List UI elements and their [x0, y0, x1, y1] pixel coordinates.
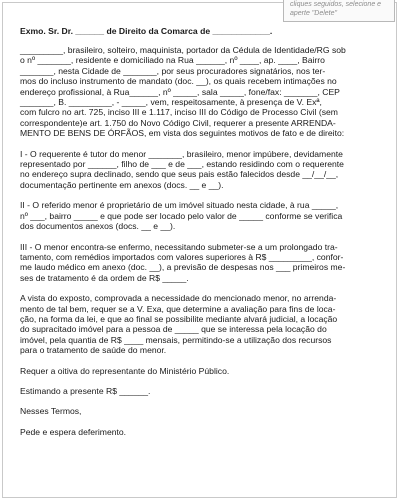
nesses-termos-line: Nesses Termos,	[20, 406, 82, 417]
text-line: documentação pertinente em anexos (docs. __ e __).	[20, 179, 224, 190]
text-line: no endereço supra declinado, sendo que seus pais estão falecidos desde __/__/__,	[20, 169, 339, 180]
requer-line: Requer a oitiva do representante do Ministério Público.	[20, 365, 230, 376]
hint-line: aperte "Delete"	[290, 9, 337, 17]
text-line: _______, B. _________, - _____, vem, respeitosamente, à presença de V. Exª,	[20, 97, 322, 108]
text-line: imóvel, pela quantia de R$ ____ mensais, permitindo-se a utilização dos recursos	[20, 334, 332, 345]
petition-document	[20, 26, 382, 437]
text-line: endereço profissional, à Rua______, nº _____, sala _____, fone/fax: _______, CEP	[20, 86, 340, 97]
text-line: o nº _______, residente e domiciliado na Rua ______, nº ____, ap. ____, Bairro	[20, 55, 325, 66]
text-line: ses de tratamento é da ordem de R$ _____.	[20, 272, 189, 283]
text-line: me laudo médico em anexo (doc. __), a previsão de despesas nos ___ primeiros me-	[20, 262, 346, 273]
text-line: A vista do exposto, comprovada a necessidade do mencionado menor, no arrenda-	[20, 293, 337, 304]
text-line: dos documentos anexos (docs. __ e __).	[20, 221, 176, 232]
text-line: com fulcro no art. 725, inciso III e 1.117, inciso III do Código de Processo Civil (sem	[20, 107, 338, 118]
text-line: III - O menor encontra-se enfermo, necessitando submeter-se a um prolongado tra-	[20, 241, 338, 252]
text-line: _________, brasileiro, solteiro, maquinista, portador da Cédula de Identidade/RG sob	[20, 45, 346, 55]
item-ii-paragraph	[20, 200, 382, 231]
item-iii-paragraph	[20, 242, 382, 284]
closing-paragraph	[20, 293, 382, 355]
text-line: correspondente)e art. 1.750 do Novo Código Civil, requerer a presente ARRENDA-	[20, 117, 336, 128]
estimando-line: Estimando a presente R$ ______.	[20, 385, 151, 396]
text-line: nº ___, bairro _____ e que pode ser locado pelo valor de _____ conforme se verifica	[20, 210, 343, 221]
text-line: I - O requerente é tutor do menor _______, brasileiro, menor impúbere, devidamente	[20, 148, 343, 159]
document-heading: Exmo. Sr. Dr. ______ de Direito da Comarca de ____________.	[20, 26, 273, 36]
text-line: para o tratamento de saúde do menor.	[20, 345, 167, 356]
item-i-paragraph	[20, 149, 382, 191]
text-line: do supracitado imóvel para a pessoa de _____ que se interessa pela locação do	[20, 324, 327, 335]
text-line: ção, na forma da lei, e que ao final se possibilite mediante alvará judicial, a locação	[20, 313, 338, 324]
intro-paragraph	[20, 45, 382, 139]
text-line: II - O referido menor é proprietário de um imóvel situado nesta cidade, à rua _____,	[20, 200, 339, 211]
delete-hint-note	[283, 0, 395, 22]
text-line: mento de tal bem, requer se a V. Exa, que determine a avaliação para fins de loca-	[20, 303, 336, 314]
text-line: _______, nesta Cidade de _______, por seus procuradores signatários, nos ter-	[20, 65, 326, 76]
text-line: tamento, com remédios importados com valores superiores à R$ _________, confor-	[20, 251, 344, 262]
text-line: MENTO DE BENS DE ÓRFÃOS, em vista dos seguintes motivos de fato e de direito:	[20, 128, 345, 139]
text-line: representado por ______, filho de ___ e de ___, estando residindo com o requerente	[20, 159, 344, 170]
hint-line: cliques seguidos, selecione e	[290, 1, 382, 8]
pede-deferimento-line: Pede e espera deferimento.	[20, 426, 127, 437]
text-line: mos do incluso instrumento de mandato (doc. __), os quais recebem intimações no	[20, 76, 337, 87]
